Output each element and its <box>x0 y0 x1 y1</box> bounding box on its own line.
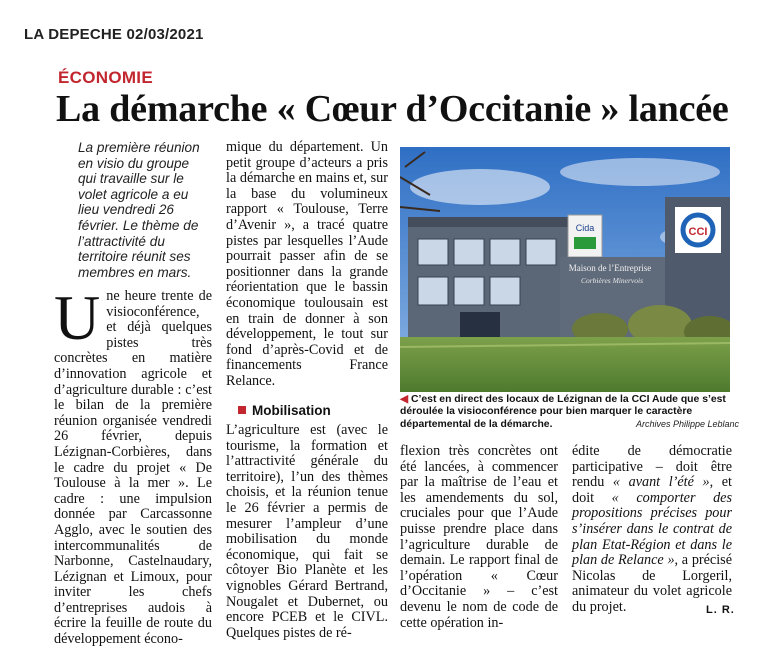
article-lead: La première réunion en visio du groupe qui travaille sur le volet agricole a eu lieu vendredi 26 février. Le thème de l’attractivité du territoire réunit ses membres en mars. <box>78 140 200 280</box>
article-headline: La démarche « Cœur d’Occitanie » lancée <box>56 88 729 130</box>
quote-1: « avant l’été » <box>612 474 710 491</box>
author-signature: L. R. <box>706 604 735 616</box>
body-text-4e: , a précisé Nicolas de Lorgeril, animateur du volet agricole du projet. <box>572 552 732 615</box>
building-photo-illustration <box>400 147 730 392</box>
caption-text: C’est en direct des locaux de Lézignan de la CCI Aude que s’est déroulée la visioconférence pour bien marquer le caractère départemental de la démarche. <box>400 394 726 430</box>
cci-logo-text: CCI <box>688 226 708 238</box>
article-photo <box>400 147 730 392</box>
body-column-3: flexion très concrètes ont été lancées, à commencer par la maîtrise de l’eau et les amendements du sol, cruciales pour que l’Aude puisse prendre place dans l’agriculture durable de demain. Le rapport final de l’opération « Cœur d’Occitanie » – c’est devenu le nom de code de cette opération in- <box>400 443 558 631</box>
facade-sign-line2: Corbières Minervois <box>580 276 644 285</box>
subheading <box>238 403 331 418</box>
subheading-text: Mobilisation <box>252 403 331 418</box>
newspaper-source: LA DEPECHE 02/03/2021 <box>24 26 204 43</box>
quote-2: « comporter des propositions précises pour s’insérer dans le contrat de plan Etat-Région et dans le plan de Relance » <box>572 489 732 569</box>
bullet-square-icon <box>238 406 246 414</box>
body-column-4 <box>572 444 732 616</box>
body-text-4c: , et doit <box>572 474 732 506</box>
body-column-2: mique du département. Un petit groupe d’acteurs a pris la démarche en mains et, sur la base du volumineux rapport « Toulouse, Terre d’Avenir », a tracé quatre pistes par lesquelles l’Aude pourrait passer afin de se positionner dans la grande réorientation que le bassin économique toulousain est en train de donner à son développement, le tout sur fond d’après-Covid et de financements France Relance. <box>226 139 388 389</box>
body-text-4a: édite de démocratie participative – doit être rendu <box>572 443 732 491</box>
body-column-2-continued: L’agriculture est (avec le tourisme, la formation et l’attractivité générale du territoire), l’un des thèmes choisis, et la réunion tenue le 26 février a permis de mesurer l’ampleur d’une mobilisation du monde économique, qui fait se côtoyer Bio Planète et les vignobles Gérard Bertrand, Nougalet et Dubernet, ou encore PCEB et le CIVL. Quelques pistes de ré- <box>226 422 388 641</box>
cida-sign-text: Cida <box>575 223 595 233</box>
body-text-1: ne heure trente de visioconférence, et déjà quelques pistes très concrètes en matière d’innovation agricole et d’agriculture durable : c’est le bilan de la première réunion organisée vendredi 26 février, depuis Lézignan-Corbières, dans le cadre du projet « De Toulouse à la mer ». Le cadre : une impulsion donnée par Carcassonne Agglo, avec le soutien des intercommunalités de Narbonne, Castelnaudary, Lézignan et Limoux, pour inviter les chefs d’entreprises audois à écrire la feuille de route du développement écono- <box>54 288 212 648</box>
body-column-1 <box>54 282 212 648</box>
drop-cap: U <box>54 282 101 353</box>
caption-triangle-icon: ◀ <box>400 394 408 405</box>
section-rubric: ÉCONOMIE <box>58 68 153 87</box>
photo-credit: Archives Philippe Leblanc <box>636 419 740 429</box>
facade-sign-line1: Maison de l’Entreprise <box>568 263 652 273</box>
